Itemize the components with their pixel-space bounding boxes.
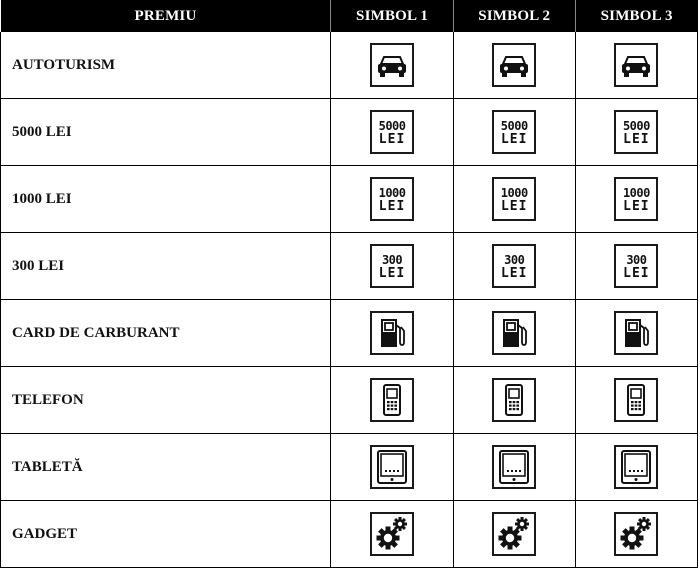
prize-label: 1000 LEI [1, 166, 331, 233]
symbol-2-cell [453, 434, 575, 501]
money-amount-text: 5000 [500, 119, 528, 133]
money-5000-icon [492, 110, 536, 154]
header-prize: PREMIU [1, 0, 331, 32]
money-amount-text: 5000 [378, 119, 406, 133]
table-body [1, 32, 698, 568]
symbol-2-cell [453, 99, 575, 166]
header-symbol-1: SIMBOL 1 [331, 0, 453, 32]
gear-icon [614, 512, 658, 556]
money-currency-text: LEI [500, 199, 528, 214]
money-300-icon [492, 244, 536, 288]
table-row [1, 501, 698, 568]
symbol-2-cell [453, 32, 575, 99]
phone-icon [492, 378, 536, 422]
money-amount-text: 5000 [622, 119, 650, 133]
money-5000-icon [370, 110, 414, 154]
symbol-3-cell [575, 32, 697, 99]
money-300-icon [614, 244, 658, 288]
header-symbol-3: SIMBOL 3 [575, 0, 697, 32]
table-row [1, 233, 698, 300]
prize-label: AUTOTURISM [1, 32, 331, 99]
phone-icon [370, 378, 414, 422]
symbol-1-cell [331, 501, 453, 568]
table-row [1, 367, 698, 434]
money-currency-text: LEI [378, 266, 406, 281]
fuel-pump-icon [492, 311, 536, 355]
money-1000-icon [492, 177, 536, 221]
prize-label: GADGET [1, 501, 331, 568]
money-currency-text: LEI [378, 199, 406, 214]
symbol-3-cell [575, 233, 697, 300]
money-currency-text: LEI [623, 132, 650, 147]
header-symbol-2: SIMBOL 2 [453, 0, 575, 32]
money-currency-text: LEI [500, 132, 528, 147]
money-currency-text: LEI [500, 266, 528, 281]
symbol-3-cell [575, 99, 697, 166]
table-header [1, 0, 698, 32]
money-amount-text: 300 [381, 253, 403, 267]
gear-icon [492, 512, 536, 556]
gear-icon [370, 512, 414, 556]
fuel-pump-icon [614, 311, 658, 355]
symbol-2-cell [453, 367, 575, 434]
money-amount-text: 300 [504, 253, 525, 267]
money-300-icon [370, 244, 414, 288]
symbol-1-cell [331, 367, 453, 434]
symbol-1-cell [331, 233, 453, 300]
money-currency-text: LEI [623, 266, 650, 281]
table-row [1, 434, 698, 501]
car-icon [614, 43, 658, 87]
money-currency-text: LEI [378, 132, 406, 147]
car-icon [370, 43, 414, 87]
prize-label: 300 LEI [1, 233, 331, 300]
symbol-2-cell [453, 233, 575, 300]
symbol-3-cell [575, 434, 697, 501]
prize-label: CARD DE CARBURANT [1, 300, 331, 367]
money-amount-text: 1000 [622, 186, 650, 200]
symbol-3-cell [575, 300, 697, 367]
symbol-3-cell [575, 166, 697, 233]
symbol-2-cell [453, 300, 575, 367]
prize-label: TELEFON [1, 367, 331, 434]
tablet-icon [370, 445, 414, 489]
money-amount-text: 1000 [378, 186, 406, 200]
tablet-icon [614, 445, 658, 489]
fuel-pump-icon [370, 311, 414, 355]
header-row [1, 0, 698, 32]
phone-icon [614, 378, 658, 422]
money-currency-text: LEI [623, 199, 650, 214]
table-row [1, 99, 698, 166]
symbol-3-cell [575, 367, 697, 434]
money-amount-text: 300 [626, 253, 647, 267]
money-5000-icon [614, 110, 658, 154]
table-row [1, 300, 698, 367]
symbol-1-cell [331, 99, 453, 166]
money-1000-icon [614, 177, 658, 221]
money-1000-icon [370, 177, 414, 221]
money-amount-text: 1000 [500, 186, 528, 200]
table-row [1, 32, 698, 99]
symbol-1-cell [331, 434, 453, 501]
prize-label: 5000 LEI [1, 99, 331, 166]
tablet-icon [492, 445, 536, 489]
symbol-1-cell [331, 32, 453, 99]
prize-label: TABLETĂ [1, 434, 331, 501]
symbol-2-cell [453, 501, 575, 568]
symbol-1-cell [331, 300, 453, 367]
symbol-1-cell [331, 166, 453, 233]
symbol-2-cell [453, 166, 575, 233]
car-icon [492, 43, 536, 87]
table-row [1, 166, 698, 233]
symbol-3-cell [575, 501, 697, 568]
